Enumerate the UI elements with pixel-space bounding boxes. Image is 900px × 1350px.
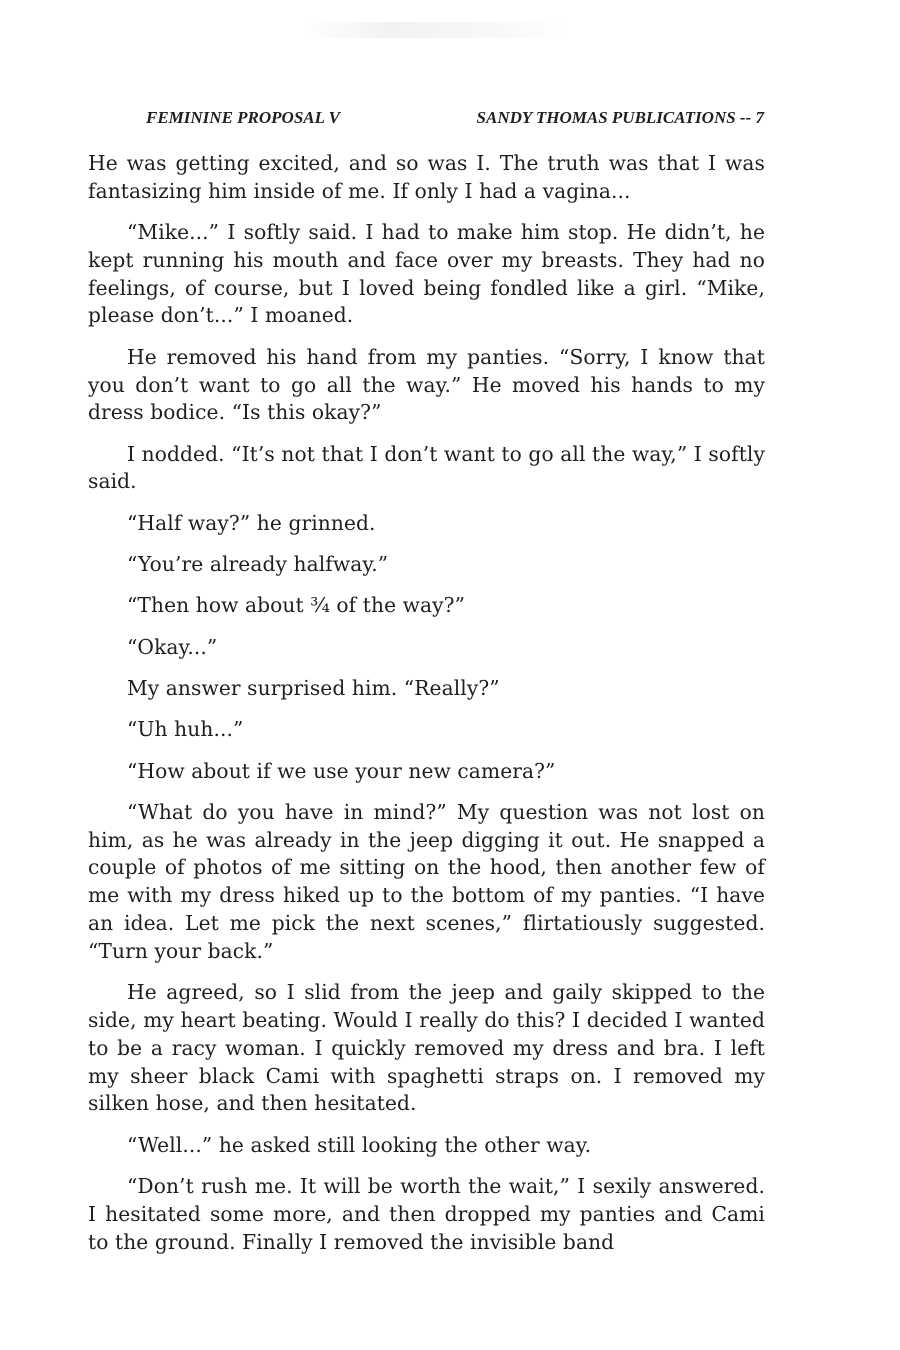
paragraph: I nodded. “It’s not that I don’t want to go all the way,” I softly said.: [88, 441, 765, 494]
paragraph: “You’re already halfway.”: [127, 552, 389, 577]
paragraph: “Uh huh...”: [127, 717, 244, 742]
paragraph: He was getting excited, and so was I. The truth was that I was fantasizing him inside of me. If only I had a vagina...: [88, 151, 765, 203]
paragraph: “How about if we use your new camera?”: [127, 758, 556, 783]
running-header: [146, 108, 764, 134]
paragraph: “Then how about ¾ of the way?”: [127, 593, 466, 618]
paragraph: “Half way?” he grinned.: [127, 510, 376, 535]
paragraph: “Well...” he asked still looking the other way.: [127, 1132, 592, 1157]
paragraph: “Mike...” I softly said. I had to make him stop. He didn’t, he kept running his mouth and face over my breasts. They had no feelings, of course, but I loved being fondled like a girl. “Mike, please don’t...” I moaned.: [88, 220, 765, 328]
paragraph: My answer surprised him. “Really?”: [127, 675, 500, 700]
paragraph: He agreed, so I slid from the jeep and gaily skipped to the side, my heart beating. Would I really do this? I decided I wanted to be a racy woman. I quickly removed my dress and bra. I left my sheer black Cami with spaghetti straps on. I removed my silken hose, and then hesitated.: [88, 980, 765, 1116]
book-title: FEMININE PROPOSAL V: [146, 108, 340, 127]
scan-smudge: [300, 22, 570, 38]
body-text: [88, 150, 765, 1270]
paragraph: “Okay...”: [127, 634, 218, 659]
paragraph: “What do you have in mind?” My question was not lost on him, as he was already in the jeep digging it out. He snapped a couple of photos of me sitting on the hood, then another few of me with my dress hiked up to the bottom of my panties. “I have an idea. Let me pick the next scenes,” flirtatiously suggested. “Turn your back.”: [88, 799, 765, 963]
paragraph: “Don’t rush me. It will be worth the wait,” I sexily answered. I hesitated some more, and then dropped my panties and Cami to the ground. Finally I removed the invisible band: [88, 1173, 765, 1254]
publisher-page-number: SANDY THOMAS PUBLICATIONS -- 7: [476, 108, 764, 127]
paragraph: He removed his hand from my panties. “Sorry, I know that you don’t want to go all the way.” He moved his hands to my dress bodice. “Is this okay?”: [88, 344, 765, 425]
